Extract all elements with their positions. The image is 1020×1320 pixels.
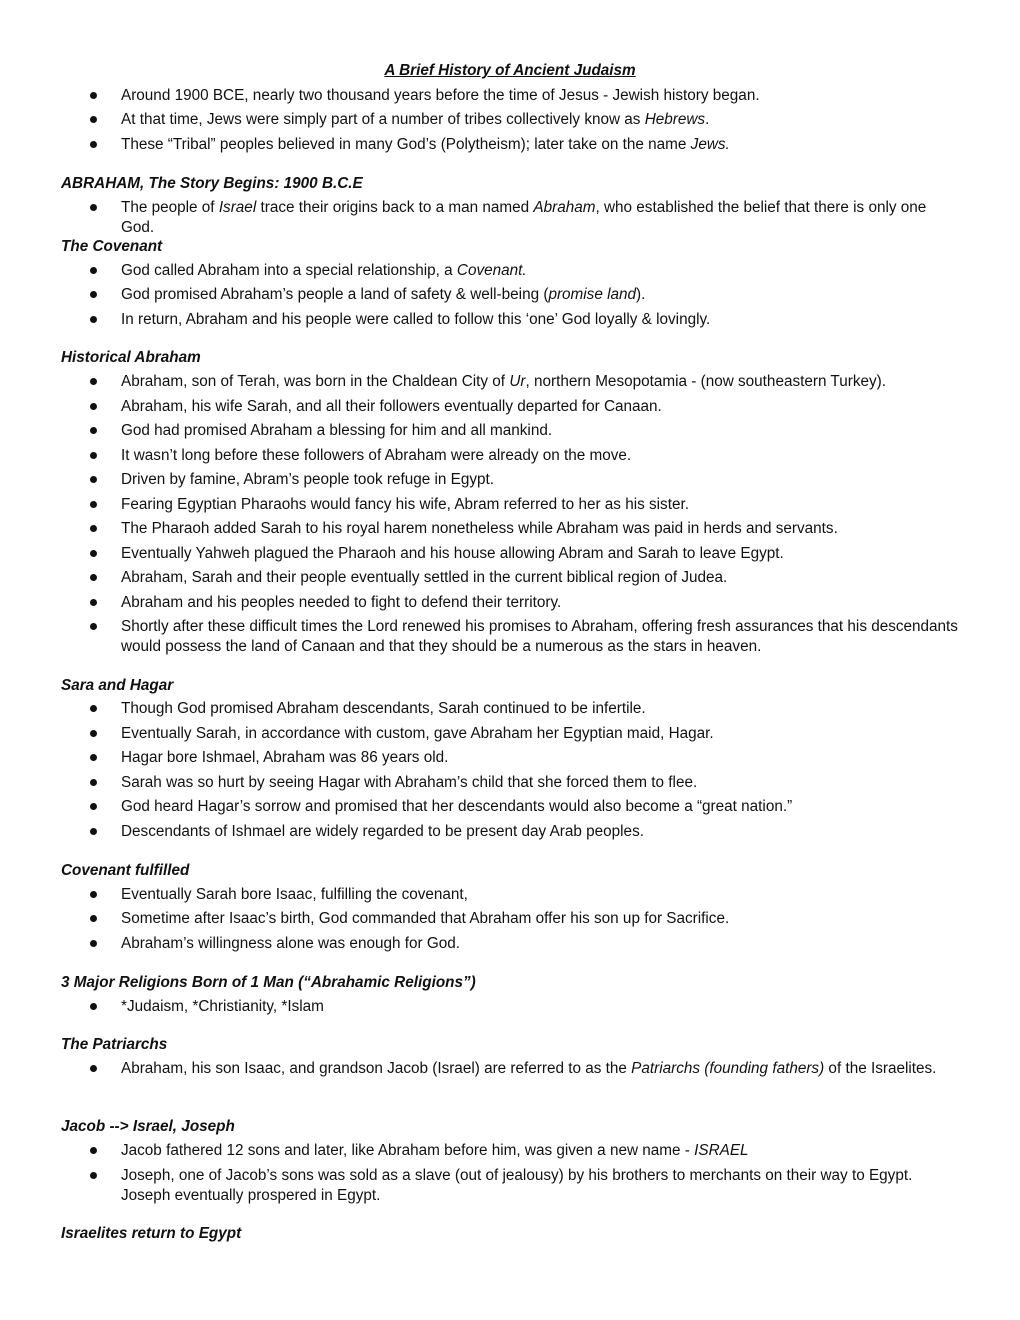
text-segment: Fearing Egyptian Pharaohs would fancy his wife, Abram referred to her as his sister. xyxy=(121,496,689,513)
emphasis-text: Israel xyxy=(218,199,257,216)
text-segment: Abraham, his son Isaac, and grandson Jacob (Israel) are referred to as the xyxy=(121,1060,632,1077)
text-segment: trace their origins back to a man named xyxy=(256,199,534,216)
text-segment: of the Israelites. xyxy=(824,1060,937,1077)
text-segment: Jacob fathered 12 sons and later, like Abraham before him, was given a new name - xyxy=(121,1142,695,1159)
bullet-icon xyxy=(90,378,97,385)
text-segment: Descendants of Ishmael are widely regarded to be present day Arab peoples. xyxy=(121,823,644,840)
list-item-text xyxy=(121,997,961,1017)
list-item-text xyxy=(121,1059,961,1079)
emphasis-text: Jews. xyxy=(690,136,730,153)
emphasis-text: Ur xyxy=(509,373,526,390)
bullet-icon xyxy=(90,940,97,947)
bullet-icon xyxy=(90,1172,97,1179)
text-segment: Abraham, his wife Sarah, and all their followers eventually departed for Canaan. xyxy=(121,398,662,415)
list-item-text xyxy=(121,909,961,929)
emphasis-text: Patriarchs (founding fathers) xyxy=(631,1060,825,1077)
text-segment: In return, Abraham and his people were called to follow this ‘one’ God loyally & lovingly. xyxy=(121,311,711,328)
emphasis-text: Covenant. xyxy=(456,262,527,279)
list-item-text xyxy=(121,110,961,130)
bullet-icon xyxy=(90,1065,97,1072)
bullet-icon xyxy=(90,1003,97,1010)
bullet-icon xyxy=(90,204,97,211)
section-heading: Historical Abraham xyxy=(61,349,201,366)
text-segment: Hagar bore Ishmael, Abraham was 86 years old. xyxy=(121,749,449,766)
list-item-text xyxy=(121,495,961,515)
section-heading: The Patriarchs xyxy=(61,1036,168,1053)
list-item-text xyxy=(121,699,961,719)
list-item-text xyxy=(121,1141,961,1161)
list-item-text xyxy=(121,310,961,330)
bullet-icon xyxy=(90,623,97,630)
text-segment: At that time, Jews were simply part of a number of tribes collectively know as xyxy=(121,111,645,128)
emphasis-text: promise land xyxy=(548,286,637,303)
bullet-icon xyxy=(90,141,97,148)
text-segment: Eventually Sarah, in accordance with custom, gave Abraham her Egyptian maid, Hagar. xyxy=(121,725,714,742)
bullet-icon xyxy=(90,730,97,737)
text-segment: The Pharaoh added Sarah to his royal harem nonetheless while Abraham was paid in herds and servants. xyxy=(121,520,838,537)
bullet-icon xyxy=(90,705,97,712)
list-item-text xyxy=(121,285,961,305)
bullet-icon xyxy=(90,915,97,922)
text-segment: These “Tribal” peoples believed in many God’s (Polytheism); later take on the name xyxy=(121,136,691,153)
list-item-text xyxy=(121,421,961,441)
text-segment: Eventually Yahweh plagued the Pharaoh and his house allowing Abram and Sarah to leave Egypt. xyxy=(121,545,784,562)
list-item-text xyxy=(121,135,961,155)
bullet-icon xyxy=(90,501,97,508)
bullet-icon xyxy=(90,754,97,761)
text-segment: Though God promised Abraham descendants, Sarah continued to be infertile. xyxy=(121,700,646,717)
bullet-icon xyxy=(90,828,97,835)
bullet-icon xyxy=(90,291,97,298)
list-item-text xyxy=(121,724,961,744)
text-segment: Around 1900 BCE, nearly two thousand years before the time of Jesus - Jewish history began. xyxy=(121,87,760,104)
text-segment: ). xyxy=(636,286,646,303)
list-item-text xyxy=(121,617,961,657)
bullet-icon xyxy=(90,891,97,898)
list-item-text xyxy=(121,261,961,281)
text-segment: Eventually Sarah bore Isaac, fulfilling the covenant, xyxy=(121,886,468,903)
list-item-text xyxy=(121,773,961,793)
text-segment: God called Abraham into a special relationship, a xyxy=(121,262,457,279)
bullet-icon xyxy=(90,427,97,434)
list-item-text xyxy=(121,822,961,842)
list-item-text xyxy=(121,593,961,613)
emphasis-text: ISRAEL xyxy=(694,1142,749,1159)
text-segment: Abraham, Sarah and their people eventually settled in the current biblical region of Judea. xyxy=(121,569,728,586)
bullet-icon xyxy=(90,476,97,483)
text-segment: . xyxy=(705,111,710,128)
page-title: A Brief History of Ancient Judaism xyxy=(384,62,636,79)
text-segment: It wasn’t long before these followers of Abraham were already on the move. xyxy=(121,447,632,464)
list-item-text xyxy=(121,544,961,564)
section-heading: The Covenant xyxy=(61,238,163,255)
section-heading: Jacob --> Israel, Joseph xyxy=(61,1118,235,1135)
text-segment: Joseph, one of Jacob’s sons was sold as a slave (out of jealousy) by his brothers to merchants on their way to Egypt. Joseph eventually prospered in Egypt. xyxy=(121,1167,913,1204)
bullet-icon xyxy=(90,316,97,323)
bullet-icon xyxy=(90,779,97,786)
text-segment: Abraham’s willingness alone was enough for God. xyxy=(121,935,460,952)
bullet-icon xyxy=(90,403,97,410)
text-segment: The people of xyxy=(121,199,219,216)
list-item-text xyxy=(121,397,961,417)
bullet-icon xyxy=(90,599,97,606)
text-segment: *Judaism, *Christianity, *Islam xyxy=(121,998,324,1015)
bullet-icon xyxy=(90,267,97,274)
list-item-text xyxy=(121,470,961,490)
bullet-icon xyxy=(90,92,97,99)
text-segment: Driven by famine, Abram’s people took refuge in Egypt. xyxy=(121,471,494,488)
text-segment: Abraham, son of Terah, was born in the Chaldean City of xyxy=(121,373,510,390)
list-item-text xyxy=(121,372,961,392)
bullet-icon xyxy=(90,550,97,557)
section-heading: Israelites return to Egypt xyxy=(61,1225,242,1242)
section-heading: Covenant fulfilled xyxy=(61,862,190,879)
text-segment: , who established the belief that there is only one God. xyxy=(121,199,927,236)
text-segment: Sarah was so hurt by seeing Hagar with Abraham’s child that she forced them to flee. xyxy=(121,774,698,791)
section-heading: ABRAHAM, The Story Begins: 1900 B.C.E xyxy=(61,175,363,192)
text-segment: Sometime after Isaac’s birth, God commanded that Abraham offer his son up for Sacrifice. xyxy=(121,910,730,927)
list-item-text xyxy=(121,934,961,954)
list-item-text xyxy=(121,86,961,106)
bullet-icon xyxy=(90,116,97,123)
text-segment: , northern Mesopotamia - (now southeastern Turkey). xyxy=(525,373,886,390)
text-segment: God promised Abraham’s people a land of safety & well-being ( xyxy=(121,286,549,303)
text-segment: Abraham and his peoples needed to fight to defend their territory. xyxy=(121,594,562,611)
list-item-text xyxy=(121,198,961,238)
text-segment: God heard Hagar’s sorrow and promised that her descendants would also become a “great nation.” xyxy=(121,798,793,815)
list-item-text xyxy=(121,748,961,768)
bullet-icon xyxy=(90,574,97,581)
list-item-text xyxy=(121,568,961,588)
text-segment: Shortly after these difficult times the Lord renewed his promises to Abraham, offering fresh assurances that his descendants would possess the land of Canaan and that they should be a numerous as the stars in heaven. xyxy=(121,618,958,655)
list-item-text xyxy=(121,797,961,817)
list-item-text xyxy=(121,885,961,905)
bullet-icon xyxy=(90,803,97,810)
section-heading: Sara and Hagar xyxy=(61,677,174,694)
emphasis-text: Hebrews xyxy=(644,111,706,128)
list-item-text xyxy=(121,446,961,466)
bullet-icon xyxy=(90,1147,97,1154)
text-segment: God had promised Abraham a blessing for him and all mankind. xyxy=(121,422,553,439)
section-heading: 3 Major Religions Born of 1 Man (“Abrahamic Religions”) xyxy=(61,974,476,991)
bullet-icon xyxy=(90,525,97,532)
emphasis-text: Abraham xyxy=(533,199,596,216)
bullet-icon xyxy=(90,452,97,459)
list-item-text xyxy=(121,1166,961,1206)
list-item-text xyxy=(121,519,961,539)
